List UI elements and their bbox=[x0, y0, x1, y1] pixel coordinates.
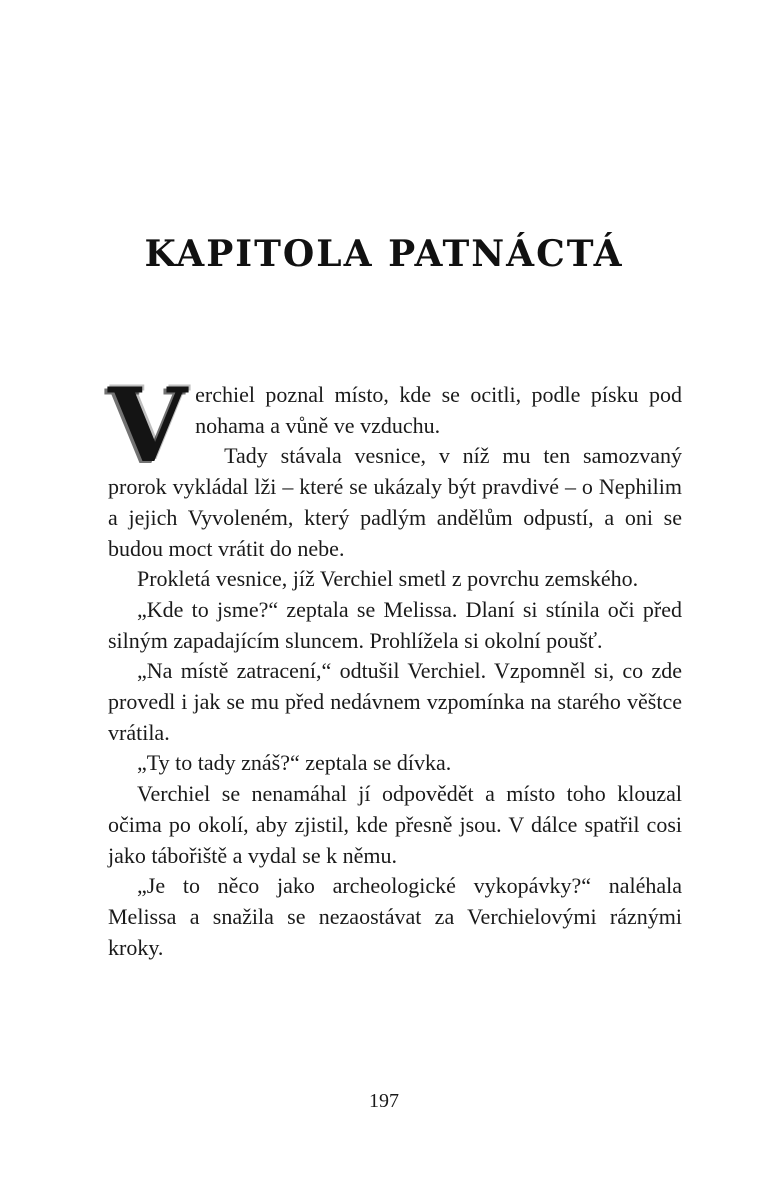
paragraph: Prokletá vesnice, jíž Verchiel smetl z povrchu zemského. bbox=[137, 566, 639, 592]
drop-cap: V bbox=[108, 366, 188, 486]
paragraph: Verchiel se nenamáhal jí odpovědět a místo toho klouzal očima po okolí, aby zjistil, kde přesně jsou. V dálce spatřil cosi jako tábořiště a vydal se k němu. bbox=[108, 781, 682, 868]
body-text bbox=[108, 366, 682, 963]
first-paragraph bbox=[108, 366, 682, 486]
chapter-title: KAPITOLA PATNÁCTÁ bbox=[144, 233, 624, 276]
page-number: 197 bbox=[369, 1090, 399, 1112]
first-paragraph-text: erchiel poznal místo, kde se ocitli, podle písku pod nohama a vůně ve vzduchu. bbox=[195, 382, 682, 438]
paragraph: „Kde to jsme?“ zeptala se Melissa. Dlaní si stínila oči před silným zapadajícím sluncem. Prohlížela si okolní poušť. bbox=[108, 596, 682, 653]
paragraph: „Ty to tady znáš?“ zeptala se dívka. bbox=[137, 750, 452, 776]
paragraph: Tady stávala vesnice, v níž mu ten samozvaný prorok vykládal lži – které se ukázaly být pravdivé – o Nephilim a jejich Vyvoleném, který padlým andělům odpustí, a oni se budou moct vrátit do nebe. bbox=[108, 443, 682, 561]
paragraph: „Je to něco jako archeologické vykopávky?“ naléhala Melissa a snažila se nezaostávat za Verchielovými ráznými kroky. bbox=[108, 873, 682, 960]
paragraph: „Na místě zatracení,“ odtušil Verchiel. Vzpomněl si, co zde provedl i jak se mu před nedávnem vzpomínka na starého věštce vrátila. bbox=[108, 658, 682, 745]
